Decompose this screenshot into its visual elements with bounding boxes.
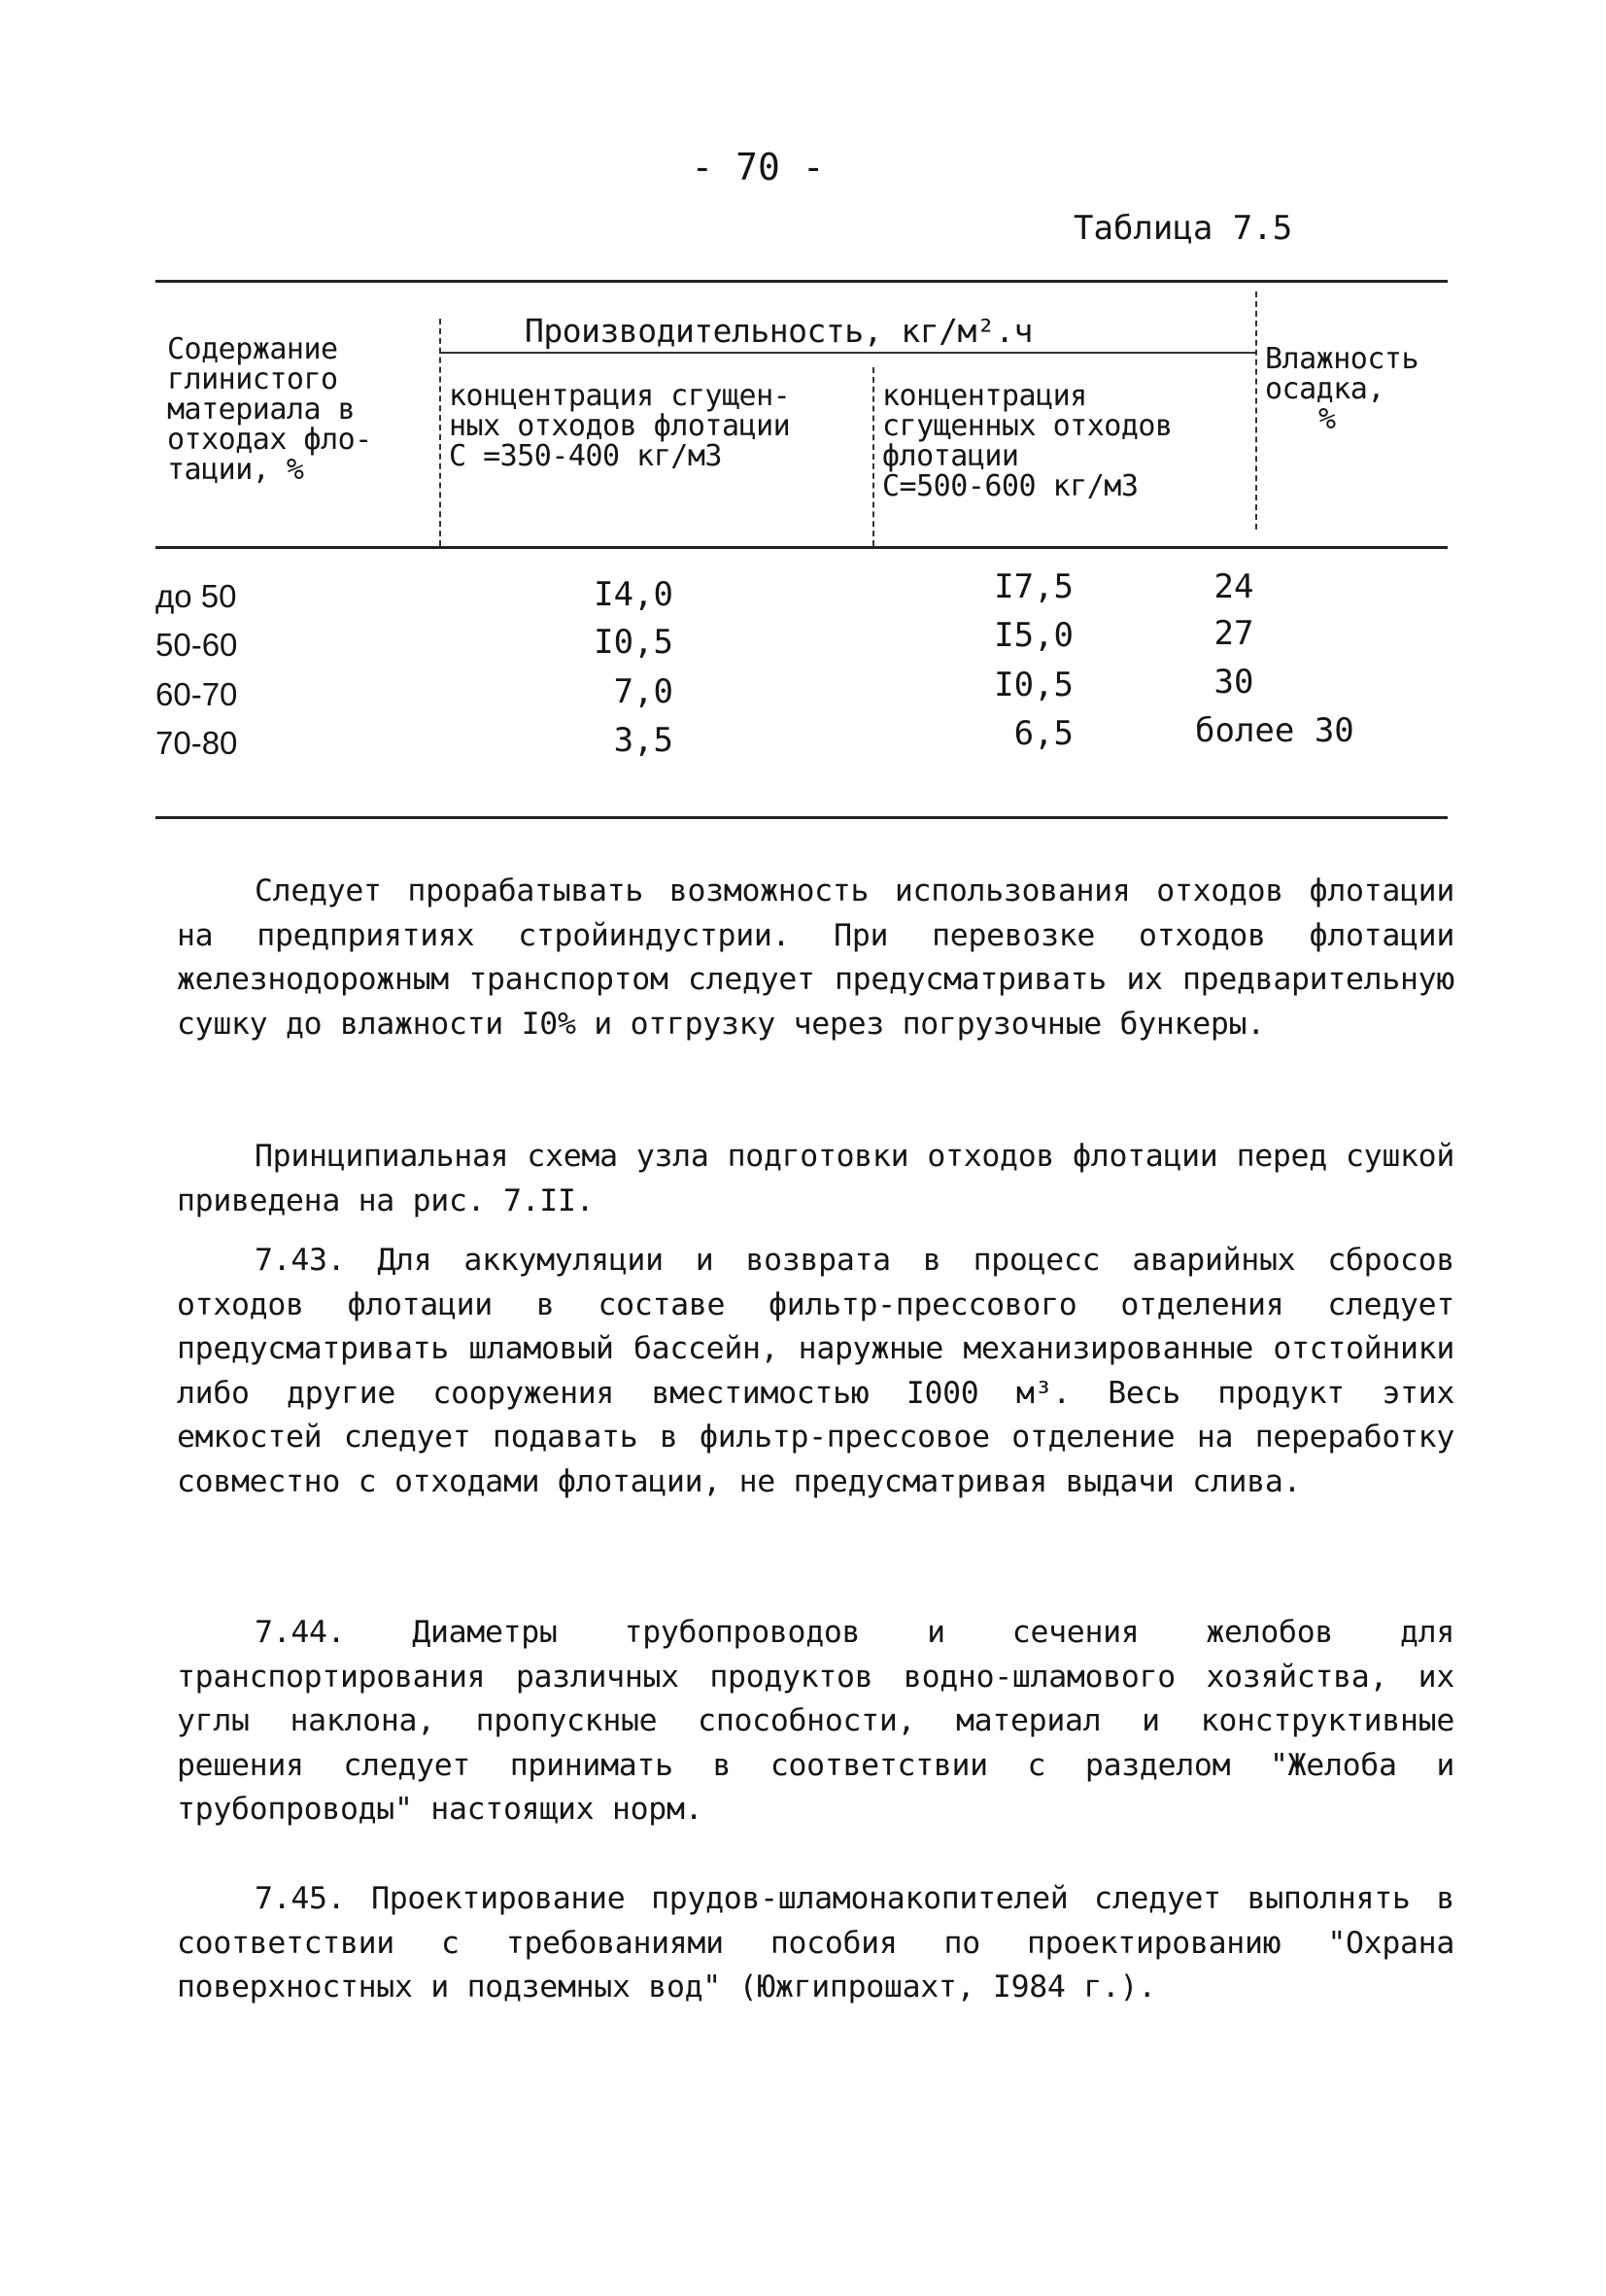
paragraph-text: 7.44. Диаметры трубопроводов и сечения желобов для транспортирования различных продуктов водно-шламового хозяйства, их углы наклона, пропускные способности, материал и конструктивные решения следует принимать в соответствии с разделом "Желоба и трубопроводы" настоящих норм. [177,1615,1454,1827]
cell-value: 24 [1213,567,1254,606]
cell-value: более 30 [1195,711,1354,750]
header-col2-line: концентрация сгущен- [449,379,791,413]
header-col4-line: Влажность [1265,342,1419,376]
header-col4-line: осадка, [1265,372,1384,406]
header-col1-line: Содержание [167,332,338,366]
table-bottom-rule [155,816,1448,819]
paragraph [177,1239,1454,1504]
cell-value: I0,5 [594,623,673,662]
cell-value: 3,5 [613,721,673,760]
cell-value: 30 [1213,663,1254,702]
table-title: Таблица 7.5 [1074,209,1293,248]
paragraph-text: 7.45. Проектирование прудов-шламонакопителей следует выполнять в соответствии с требованиями пособия по проектированию "Охрана поверхностных и подземных вод" (Южгипрошахт, I984 г.). [177,1881,1454,2005]
table-header-bottom-rule [155,546,1448,549]
col-divider-1 [439,319,441,546]
header-col4-line: % [1318,402,1336,436]
header-col1-line: тации, % [167,453,304,487]
header-col1-line: отходах фло- [167,423,372,457]
cell-value: 27 [1213,614,1254,653]
header-col3-line: концентрация [882,379,1087,413]
table-group-rule [439,352,1255,354]
cell-value: I7,5 [994,567,1074,606]
row-label: 70-80 [155,725,238,761]
header-col3-line: сгущенных отходов [882,409,1173,443]
cell-value: I0,5 [994,666,1074,704]
col-divider-2 [872,367,874,546]
header-group: Производительность, кг/м².ч [525,312,1033,350]
header-col2 [449,381,790,471]
cell-value: I4,0 [594,575,673,614]
paragraph [177,1611,1454,1833]
paragraph [177,1135,1454,1223]
cell-value: 6,5 [1013,714,1074,753]
header-col2-line: ных отходов флотации [449,409,791,443]
paragraph-text: Следует прорабатывать возможность использования отходов флотации на предприятиях стройиндустрии. При перевозке отходов флотации железнодорожным транспортом следует предусматривать их предварительную сушку до влажности I0% и отгрузку через погрузочные бункеры. [177,874,1454,1042]
header-col3-line: флотации [882,439,1019,473]
header-col3-line: С=500-600 кг/м3 [882,469,1139,503]
row-label: 60-70 [155,676,238,712]
header-col1-line: глинистого [167,362,338,396]
col-divider-3 [1255,291,1257,530]
row-label: 50-60 [155,627,238,663]
cell-value: I5,0 [994,616,1074,655]
row-label: до 50 [155,578,237,614]
header-col3 [882,381,1173,501]
page-number: - 70 - [691,146,825,188]
table-top-rule [155,280,1448,283]
header-col1 [167,334,372,485]
header-col2-line: С =350-400 кг/м3 [449,439,722,473]
header-col4 [1265,344,1418,434]
paragraph-text: Принципиальная схема узла подготовки отходов флотации перед сушкой приведена на рис. 7.II. [177,1139,1454,1218]
cell-value: 7,0 [613,672,673,711]
paragraph [177,1877,1454,2010]
paragraph [177,870,1454,1046]
paragraph-text: 7.43. Для аккумуляции и возврата в процесс аварийных сбросов отходов флотации в составе фильтр-прессового отделения следует предусматривать шламовый бассейн, наружные механизированные отстойники либо другие сооружения вместимостью I000 м³. Весь продукт этих емкостей следует подавать в фильтр-прессовое отделение на переработку совместно с отходами флотации, не предусматривая выдачи слива. [177,1243,1454,1499]
header-col1-line: материала в [167,393,356,427]
